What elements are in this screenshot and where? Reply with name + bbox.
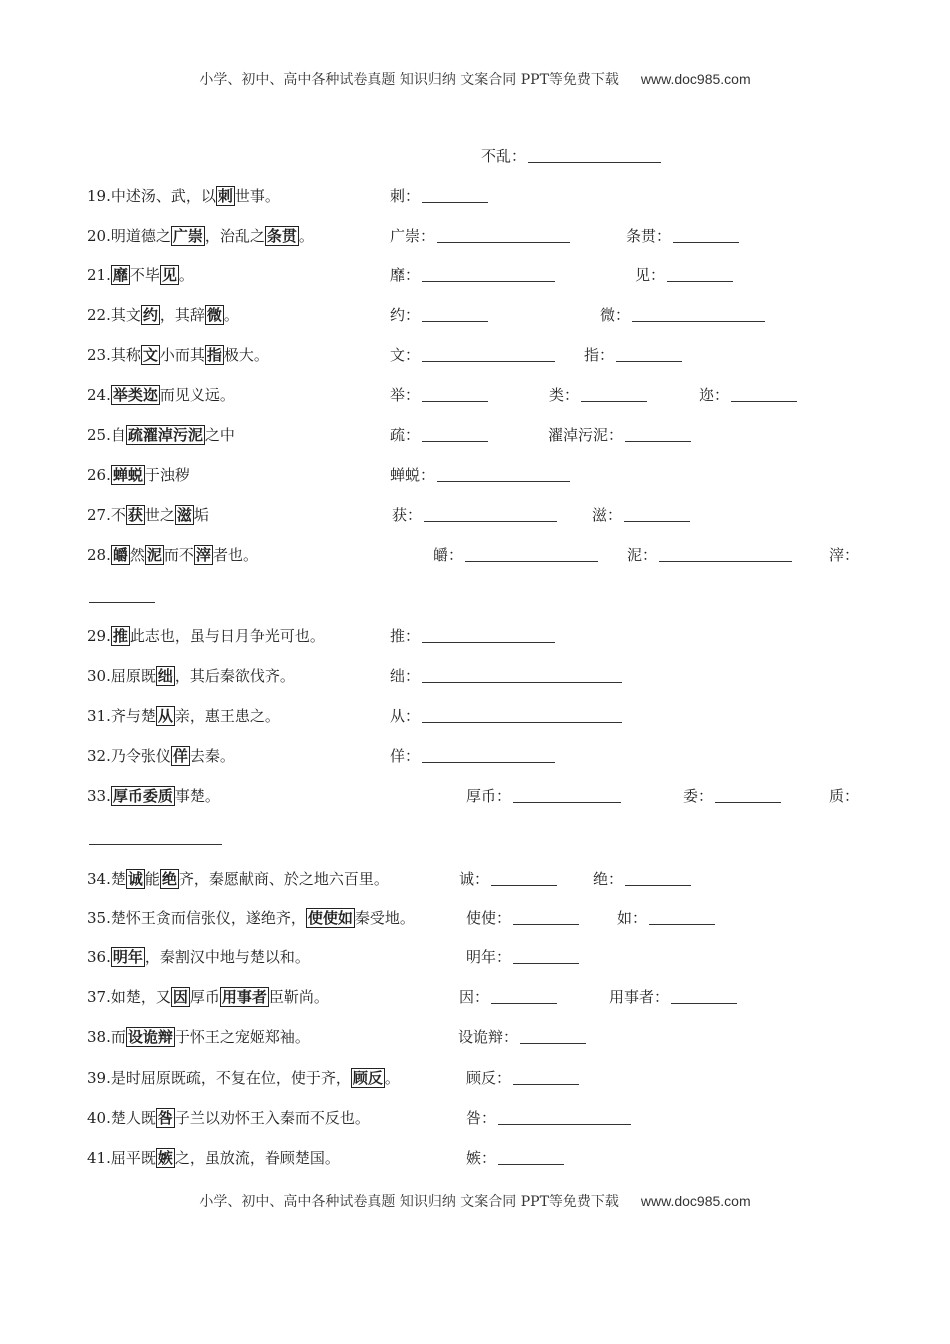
answer-blank[interactable]: [513, 1068, 579, 1085]
question-number: 25.: [87, 426, 111, 444]
question-sentence: [87, 423, 235, 447]
answer-blank[interactable]: [491, 987, 557, 1004]
text-segment: ，其辞: [159, 306, 205, 324]
text-segment: 其文: [110, 306, 141, 324]
key-word: 靡: [112, 266, 128, 284]
answer-label: 皭：: [433, 546, 464, 564]
answer-blank[interactable]: [715, 786, 781, 803]
question-row: [0, 1146, 950, 1170]
answer-field: [592, 503, 690, 527]
question-sentence: [87, 263, 194, 287]
key-word: 嫉: [157, 1149, 173, 1167]
text-segment: 其称: [110, 346, 141, 364]
text-segment: 此志也，虽与日月争光可也。: [129, 627, 325, 645]
text-segment: 自: [110, 426, 126, 444]
text-segment: 楚: [110, 870, 126, 888]
answer-blank[interactable]: [491, 869, 557, 886]
question-sentence: [87, 985, 329, 1009]
question-row: [0, 664, 950, 688]
answer-field: [466, 784, 621, 808]
answer-field: [609, 985, 737, 1009]
key-word: 获: [127, 506, 143, 524]
answer-blank[interactable]: [422, 305, 488, 322]
answer-field: [459, 867, 557, 891]
answer-field: [390, 744, 555, 768]
text-segment: 楚怀王贪而信张仪，遂绝齐，: [110, 909, 306, 927]
answer-label: 举：: [390, 386, 421, 404]
key-word: 疏濯淖污泥: [127, 426, 203, 444]
answer-field: [390, 423, 488, 447]
key-word: 设诡辩: [127, 1028, 173, 1046]
text-segment: 乃令张仪: [110, 747, 171, 765]
answer-field: [390, 383, 488, 407]
answer-label: 见：: [635, 266, 666, 284]
answer-blank[interactable]: [422, 666, 622, 683]
answer-field: [627, 543, 792, 567]
key-word: 顾反: [352, 1069, 383, 1087]
answer-field: [548, 423, 691, 447]
question-row: [0, 945, 950, 969]
text-segment: 而见义远。: [159, 386, 235, 404]
text-segment: 。: [178, 266, 194, 284]
answer-label: 委：: [683, 787, 714, 805]
text-segment: 而不: [163, 546, 194, 564]
question-sentence: [87, 664, 295, 688]
key-word: 因: [172, 988, 188, 1006]
question-sentence: [87, 867, 389, 891]
header-text: 小学、初中、高中各种试卷真题 知识归纳 文案合同 PPT等免费下载: [199, 72, 619, 88]
answer-label: 咎：: [466, 1109, 497, 1127]
question-number: 37.: [87, 988, 111, 1006]
question-number: 36.: [87, 948, 111, 966]
question-number: 39.: [87, 1069, 111, 1087]
answer-blank[interactable]: [437, 226, 570, 243]
answer-field: [549, 383, 647, 407]
answer-field: [466, 1106, 631, 1130]
answer-label: 靡：: [390, 266, 421, 284]
answer-label: 绝：: [593, 870, 624, 888]
answer-label: 约：: [390, 306, 421, 324]
answer-blank[interactable]: [625, 425, 691, 442]
answer-label: 广崇：: [390, 227, 436, 245]
answer-field: [466, 1066, 579, 1090]
answer-blank[interactable]: [581, 385, 647, 402]
key-word: 从: [157, 707, 173, 725]
question-row: [0, 906, 950, 930]
question-row: [0, 867, 950, 891]
answer-field: [635, 263, 733, 287]
question-sentence: [87, 784, 220, 808]
question-number: 41.: [87, 1149, 111, 1167]
text-segment: 而: [110, 1028, 126, 1046]
answer-label: 因：: [459, 988, 490, 1006]
answer-blank[interactable]: [422, 626, 555, 643]
question-sentence: [87, 184, 280, 208]
key-word: 绌: [157, 667, 173, 685]
question-number: 31.: [87, 707, 111, 725]
answer-label: 类：: [549, 386, 580, 404]
question-number: 22.: [87, 306, 111, 324]
text-segment: 明道德之: [110, 227, 171, 245]
page-header: [0, 69, 950, 89]
answer-label: 获：: [392, 506, 423, 524]
question-number: 30.: [87, 667, 111, 685]
text-segment: 世事。: [234, 187, 280, 205]
question-row: [0, 184, 950, 208]
answer-blank[interactable]: [659, 545, 792, 562]
key-word: 厚币委质: [112, 787, 173, 805]
answer-field: [390, 463, 570, 487]
answer-field: [459, 985, 557, 1009]
answer-field: [600, 303, 765, 327]
question-number: 26.: [87, 466, 111, 484]
answer-field: [390, 184, 488, 208]
question-number: 20.: [87, 227, 111, 245]
question-number: 29.: [87, 627, 111, 645]
answer-label: 泥：: [627, 546, 658, 564]
answer-row-wrap: [0, 828, 950, 852]
text-segment: 极大。: [223, 346, 269, 364]
key-word: 举类迩: [112, 386, 158, 404]
question-row: [0, 1106, 950, 1130]
question-sentence: [87, 704, 280, 728]
key-word: 刺: [217, 187, 233, 205]
answer-blank[interactable]: [422, 345, 555, 362]
text-segment: 之，虽放流，眷顾楚国。: [174, 1149, 340, 1167]
question-sentence: [87, 224, 314, 248]
answer-blank[interactable]: [513, 947, 579, 964]
text-segment: 子兰以劝怀王入秦而不反也。: [174, 1109, 370, 1127]
answer-blank[interactable]: [513, 786, 621, 803]
answer-label: 绌：: [390, 667, 421, 685]
key-word: 滓: [195, 546, 211, 564]
footer-text: 小学、初中、高中各种试卷真题 知识归纳 文案合同 PPT等免费下载: [199, 1194, 619, 1210]
answer-blank[interactable]: [673, 226, 739, 243]
question-number: 38.: [87, 1028, 111, 1046]
question-row: [0, 423, 950, 447]
answer-field: [481, 144, 661, 168]
answer-label: 使使：: [466, 909, 512, 927]
answer-label: 佯：: [390, 747, 421, 765]
answer-field: [390, 624, 555, 648]
question-number: 23.: [87, 346, 111, 364]
answer-label: 不乱：: [481, 147, 527, 165]
answer-label: 用事者：: [609, 988, 670, 1006]
answer-label: 质：: [829, 787, 860, 805]
key-word: 明年: [112, 948, 143, 966]
answer-label: 滋：: [592, 506, 623, 524]
question-row: [0, 624, 950, 648]
text-segment: 。: [223, 306, 239, 324]
key-word: 广崇: [172, 227, 203, 245]
text-segment: 者也。: [212, 546, 258, 564]
text-segment: 然: [129, 546, 145, 564]
text-segment: 如楚，又: [110, 988, 171, 1006]
answer-row-top: [0, 144, 950, 168]
answer-label: 蝉蜕：: [390, 466, 436, 484]
answer-label: 诚：: [459, 870, 490, 888]
answer-field: [584, 343, 682, 367]
text-segment: 世之: [144, 506, 175, 524]
question-number: 32.: [87, 747, 111, 765]
answer-label: 顾反：: [466, 1069, 512, 1087]
answer-blank[interactable]: [465, 545, 598, 562]
question-sentence: [87, 383, 235, 407]
key-word: 佯: [172, 747, 188, 765]
question-number: 28.: [87, 546, 111, 564]
question-sentence: [87, 503, 209, 527]
answer-blank[interactable]: [624, 505, 690, 522]
answer-label: 迩：: [699, 386, 730, 404]
question-row: [0, 343, 950, 367]
answer-blank[interactable]: [422, 385, 488, 402]
question-sentence: [87, 343, 269, 367]
answer-blank[interactable]: [422, 186, 488, 203]
question-sentence: [87, 624, 325, 648]
question-row: [0, 263, 950, 287]
answer-blank[interactable]: [616, 345, 682, 362]
answer-field: [390, 263, 555, 287]
answer-blank[interactable]: [422, 425, 488, 442]
answer-row-wrap: [0, 586, 950, 610]
key-word: 微: [206, 306, 222, 324]
question-row: [0, 303, 950, 327]
answer-blank[interactable]: [625, 869, 691, 886]
text-segment: 秦受地。: [354, 909, 415, 927]
answer-blank[interactable]: [498, 1148, 564, 1165]
text-segment: ，治乱之: [204, 227, 265, 245]
text-segment: 楚人既: [110, 1109, 156, 1127]
answer-blank[interactable]: [632, 305, 765, 322]
text-segment: 去秦。: [189, 747, 235, 765]
question-sentence: [87, 543, 258, 567]
text-segment: 屈平既: [110, 1149, 156, 1167]
answer-blank[interactable]: [513, 908, 579, 925]
key-word: 咎: [157, 1109, 173, 1127]
question-number: 21.: [87, 266, 111, 284]
answer-field: [390, 704, 622, 728]
answer-blank[interactable]: [731, 385, 797, 402]
answer-field: [433, 543, 598, 567]
text-segment: 臣靳尚。: [268, 988, 329, 1006]
key-word: 文: [142, 346, 158, 364]
answer-label: 从：: [390, 707, 421, 725]
key-word: 滋: [176, 506, 192, 524]
key-word: 蝉蜕: [112, 466, 143, 484]
answer-label: 濯淖污泥：: [548, 426, 624, 444]
question-number: 34.: [87, 870, 111, 888]
answer-blank[interactable]: [520, 1027, 586, 1044]
key-word: 条贯: [266, 227, 297, 245]
question-sentence: [87, 1146, 340, 1170]
question-sentence: [87, 1025, 310, 1049]
text-segment: 。: [298, 227, 314, 245]
text-segment: 不: [110, 506, 126, 524]
answer-field: [466, 1146, 564, 1170]
key-word: 约: [142, 306, 158, 324]
answer-field: [392, 503, 557, 527]
answer-blank[interactable]: [649, 908, 715, 925]
question-sentence: [87, 744, 235, 768]
answer-field: [390, 343, 555, 367]
text-segment: 不毕: [129, 266, 160, 284]
answer-label: 设诡辩：: [458, 1028, 519, 1046]
answer-label: 文：: [390, 346, 421, 364]
question-sentence: [87, 463, 190, 487]
answer-blank[interactable]: [424, 505, 557, 522]
question-row: [0, 704, 950, 728]
text-segment: 于怀王之宠姬郑袖。: [174, 1028, 310, 1046]
question-number: 19.: [87, 187, 111, 205]
question-row: [0, 383, 950, 407]
text-segment: 垢: [193, 506, 209, 524]
key-word: 见: [161, 266, 177, 284]
key-word: 绝: [161, 870, 177, 888]
answer-field: [683, 784, 781, 808]
answer-blank[interactable]: [422, 706, 622, 723]
question-sentence: [87, 906, 415, 930]
answer-label: 刺：: [390, 187, 421, 205]
question-number: 33.: [87, 787, 111, 805]
answer-field: [466, 945, 579, 969]
text-segment: 小而其: [159, 346, 205, 364]
answer-blank[interactable]: [667, 265, 733, 282]
question-sentence: [87, 303, 239, 327]
question-row: [0, 463, 950, 487]
key-word: 泥: [146, 546, 162, 564]
key-word: 用事者: [221, 988, 267, 1006]
question-number: 35.: [87, 909, 111, 927]
key-word: 使使如: [307, 909, 353, 927]
header-site: www.doc985.com: [640, 71, 751, 87]
text-segment: 亲，惠王患之。: [174, 707, 280, 725]
question-row: [0, 1066, 950, 1090]
question-row: [0, 224, 950, 248]
question-number: 24.: [87, 386, 111, 404]
answer-label: 明年：: [466, 948, 512, 966]
key-word: 诚: [127, 870, 143, 888]
answer-field: [458, 1025, 586, 1049]
answer-field: [593, 867, 691, 891]
text-segment: 中述汤、武，以: [110, 187, 216, 205]
question-row: [0, 784, 950, 808]
answer-blank[interactable]: [89, 828, 222, 845]
text-segment: 齐与楚: [110, 707, 156, 725]
question-number: 27.: [87, 506, 111, 524]
text-segment: 是时屈原既疏，不复在位，使于齐，: [110, 1069, 351, 1087]
answer-label: 厚币：: [466, 787, 512, 805]
answer-label: 嫉：: [466, 1149, 497, 1167]
text-segment: 厚币: [189, 988, 220, 1006]
answer-label: 疏：: [390, 426, 421, 444]
answer-field: [466, 906, 579, 930]
answer-field: [390, 224, 570, 248]
key-word: 皭: [112, 546, 128, 564]
answer-label: 微：: [600, 306, 631, 324]
question-row: [0, 1025, 950, 1049]
text-segment: 屈原既: [110, 667, 156, 685]
answer-blank[interactable]: [89, 586, 155, 603]
text-segment: 事楚。: [174, 787, 220, 805]
question-sentence: [87, 1106, 370, 1130]
answer-label: 滓：: [829, 546, 860, 564]
text-segment: ，秦割汉中地与楚以和。: [144, 948, 310, 966]
answer-label: 指：: [584, 346, 615, 364]
answer-field: [390, 303, 488, 327]
answer-label: 推：: [390, 627, 421, 645]
answer-blank[interactable]: [422, 746, 555, 763]
answer-label: 条贯：: [626, 227, 672, 245]
text-segment: ，其后秦欲伐齐。: [174, 667, 295, 685]
answer-blank[interactable]: [422, 265, 555, 282]
footer-site: www.doc985.com: [640, 1193, 751, 1209]
text-segment: 。: [384, 1069, 400, 1087]
page-footer: [0, 1191, 950, 1211]
answer-field: [699, 383, 797, 407]
question-row: [0, 985, 950, 1009]
answer-blank[interactable]: [498, 1108, 631, 1125]
text-segment: 于浊秽: [144, 466, 190, 484]
answer-blank[interactable]: [528, 146, 661, 163]
question-row: [0, 503, 950, 527]
text-segment: 齐，秦愿献商、於之地六百里。: [178, 870, 389, 888]
key-word: 指: [206, 346, 222, 364]
text-segment: 之中: [204, 426, 235, 444]
question-row: [0, 543, 950, 567]
question-number: 40.: [87, 1109, 111, 1127]
answer-field: [626, 224, 739, 248]
question-row: [0, 744, 950, 768]
answer-blank[interactable]: [437, 465, 570, 482]
answer-label: 如：: [617, 909, 648, 927]
question-sentence: [87, 945, 310, 969]
answer-field: [390, 664, 622, 688]
answer-field: [829, 784, 859, 808]
question-sentence: [87, 1066, 400, 1090]
answer-blank[interactable]: [671, 987, 737, 1004]
answer-field: [829, 543, 859, 567]
key-word: 推: [112, 627, 128, 645]
answer-field: [617, 906, 715, 930]
text-segment: 能: [144, 870, 160, 888]
